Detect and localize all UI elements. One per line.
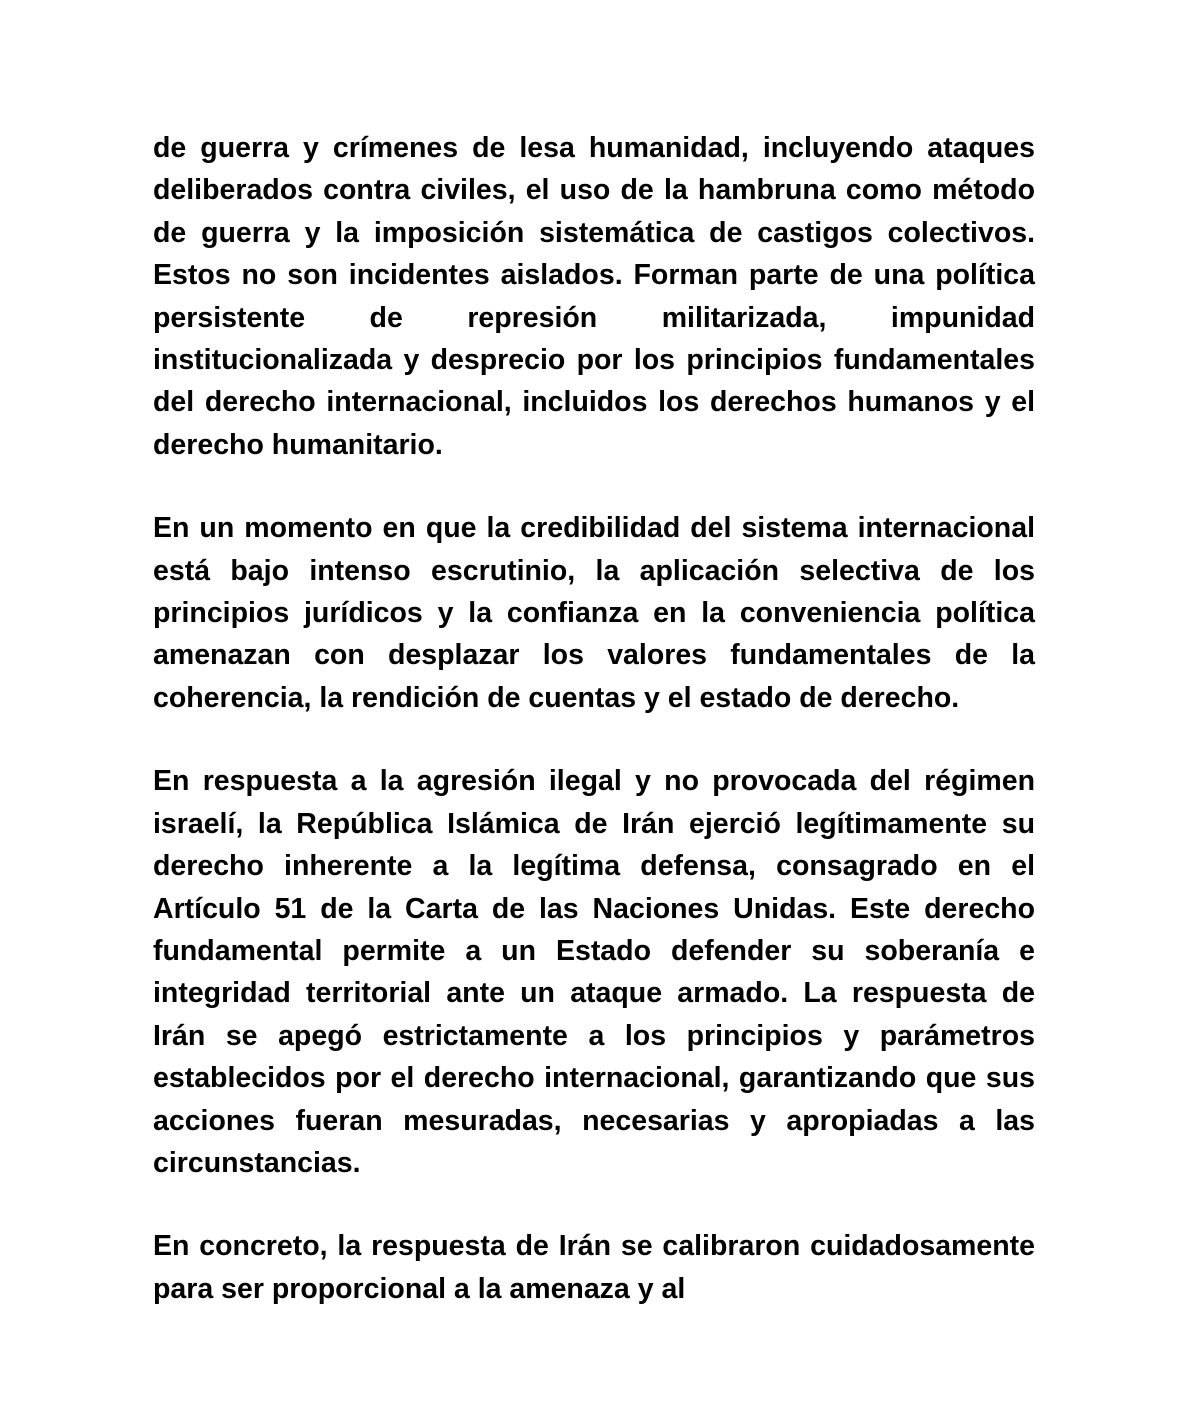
document-body [153, 127, 1035, 1351]
paragraph-4: En concreto, la respuesta de Irán se calibraron cuidadosamente para ser proporcional a la amenaza y al [153, 1230, 1035, 1305]
paragraph-2: En un momento en que la credibilidad del sistema internacional está bajo intenso escrutinio, la aplicación selectiva de los principios jurídicos y la confianza en la conveniencia política amenazan con desplazar los valores fundamentales de la coherencia, la rendición de cuentas y el estado de derecho. [153, 512, 1035, 714]
paragraph-3: En respuesta a la agresión ilegal y no provocada del régimen israelí, la República Islámica de Irán ejerció legítimamente su derecho inherente a la legítima defensa, consagrado en el Artículo 51 de la Carta de las Naciones Unidas. Este derecho fundamental permite a un Estado defender su soberanía e integridad territorial ante un ataque armado. La respuesta de Irán se apegó estrictamente a los principios y parámetros establecidos por el derecho internacional, garantizando que sus acciones fueran mesuradas, necesarias y apropiadas a las circunstancias. [153, 765, 1035, 1179]
paragraph-1: de guerra y crímenes de lesa humanidad, incluyendo ataques deliberados contra civiles, el uso de la hambruna como método de guerra y la imposición sistemática de castigos colectivos. Estos no son incidentes aislados. Forman parte de una política persistente de represión militarizada, impunidad institucionalizada y desprecio por los principios fundamentales del derecho internacional, incluidos los derechos humanos y el derecho humanitario. [153, 132, 1035, 461]
